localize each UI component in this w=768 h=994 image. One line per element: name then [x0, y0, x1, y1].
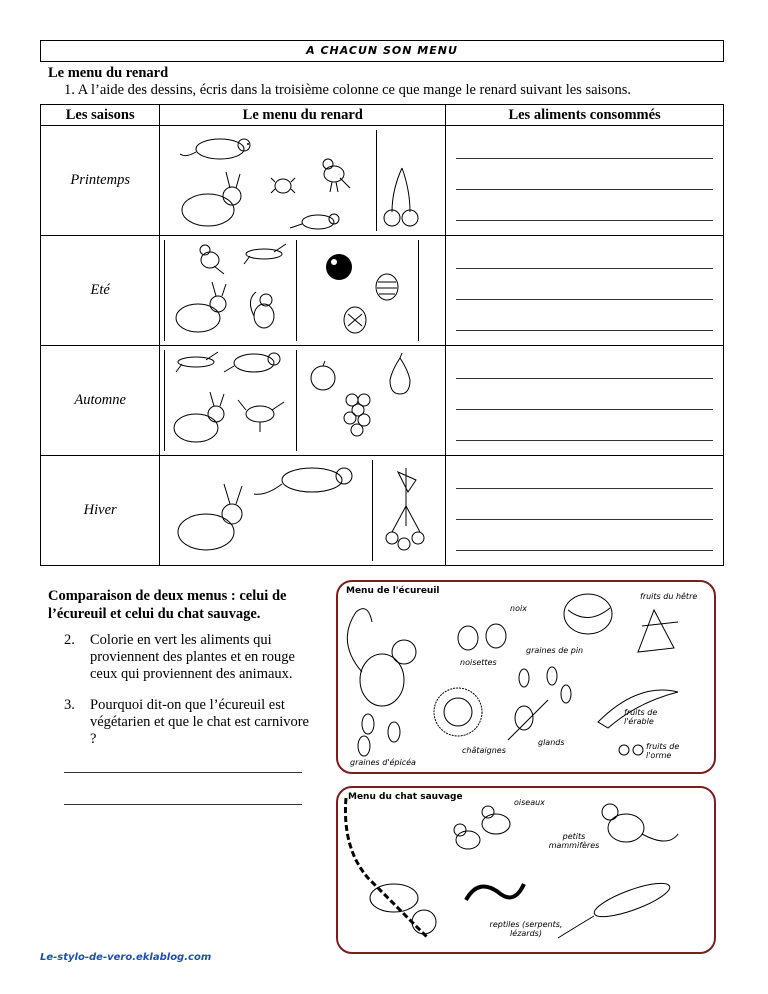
elm-seed-icon: [619, 745, 643, 755]
hazelnut-icon: [458, 624, 506, 650]
rabbit-icon: [174, 170, 254, 230]
season-summer: Eté: [41, 236, 160, 346]
autumn-drawings: [160, 346, 446, 456]
spruce-seed-icon: [358, 714, 400, 756]
chestnut-icon: [434, 688, 482, 736]
question-1: [64, 82, 631, 99]
blackberry-icon: [322, 250, 356, 284]
fox-menu-table: [40, 104, 724, 566]
rabbit-icon: [170, 482, 254, 556]
cherries-icon: [382, 166, 422, 230]
table-row: [41, 126, 724, 236]
question-2-text: Colorie en vert les aliments qui proviennent des plantes et en rouge ceux qui proviennent des animaux.: [90, 632, 295, 682]
header-fox-menu: Le menu du renard: [160, 105, 446, 126]
label-pin: graines de pin: [526, 646, 584, 655]
rat-icon: [252, 462, 362, 502]
answer-line[interactable]: [64, 804, 302, 805]
worksheet-title: A CHACUN SON MENU: [40, 40, 724, 62]
label-oiseaux: oiseaux: [514, 798, 545, 807]
autumn-answer-lines[interactable]: [446, 346, 724, 456]
grasshopper-icon: [172, 350, 222, 374]
header-foods: Les aliments consommés: [446, 105, 724, 126]
label-chataignes: châtaignes: [462, 746, 506, 755]
pear-icon: [384, 352, 416, 396]
squirrel-menu-frame: [336, 580, 716, 774]
label-noix: noix: [510, 604, 527, 613]
question-3: [64, 697, 314, 748]
winter-berries-icon: [378, 466, 434, 558]
wildcat-menu-frame: [336, 786, 716, 954]
walnut-icon: [564, 594, 612, 634]
fox-menu-heading: Le menu du renard: [48, 65, 169, 81]
rabbit-icon: [170, 280, 234, 336]
summer-answer-lines[interactable]: [446, 236, 724, 346]
bird-icon: [236, 396, 286, 434]
summer-drawings: [160, 236, 446, 346]
wildcat-icon: [345, 798, 436, 938]
season-winter: Hiver: [41, 456, 160, 566]
berry-icon: [340, 302, 370, 336]
small-rodent-icon: [288, 210, 348, 232]
season-spring: Printemps: [41, 126, 160, 236]
wildcat-menu-drawings: [338, 788, 714, 952]
rabbit-icon: [168, 390, 232, 446]
squirrel-icon: [246, 286, 286, 332]
answer-line[interactable]: [64, 772, 302, 773]
acorn-icon: [508, 700, 548, 740]
maple-seed-icon: [598, 690, 678, 728]
winter-answer-lines[interactable]: [446, 456, 724, 566]
bird-icon: [196, 240, 226, 278]
mouse-icon: [222, 348, 292, 378]
squirrel-menu-title: Menu de l'écureuil: [346, 586, 440, 596]
bird-icon: [318, 154, 352, 194]
beetle-icon: [270, 174, 296, 196]
question-3-number: 3.: [64, 697, 75, 713]
mouse-icon: [178, 132, 268, 166]
label-hetre: fruits du hêtre: [640, 592, 698, 601]
label-orme: fruits de l'orme: [646, 742, 680, 760]
label-noisettes: noisettes: [460, 658, 497, 667]
season-autumn: Automne: [41, 346, 160, 456]
table-row: [41, 236, 724, 346]
birds-icon: [454, 806, 510, 849]
squirrel-icon: [347, 609, 416, 706]
label-epicea: graines d'épicéa: [350, 758, 416, 767]
label-erable: fruits de l'érable: [624, 708, 658, 726]
apple-icon: [308, 360, 338, 392]
label-reptiles: reptiles (serpents, lézards): [489, 920, 563, 938]
raspberry-icon: [372, 270, 402, 302]
question-1-text: A l’aide des dessins, écris dans la troisième colonne ce que mange le renard suivant les saisons.: [77, 82, 631, 98]
label-mammiferes: petits mammifères: [548, 832, 600, 850]
beechnut-icon: [638, 610, 678, 652]
footer-credit: Le-stylo-de-vero.eklablog.com: [40, 952, 212, 963]
spring-drawings: [160, 126, 446, 236]
squirrel-menu-drawings: [338, 582, 714, 772]
spring-answer-lines[interactable]: [446, 126, 724, 236]
mouse-icon: [602, 804, 678, 842]
question-2-number: 2.: [64, 632, 75, 648]
question-2: [64, 632, 314, 683]
grasshopper-icon: [240, 242, 290, 266]
question-1-number: 1.: [64, 82, 75, 98]
table-row: [41, 346, 724, 456]
grapes-icon: [340, 388, 380, 442]
lizard-icon: [558, 877, 673, 938]
wildcat-menu-title: Menu du chat sauvage: [348, 792, 463, 802]
snake-icon: [466, 884, 524, 900]
pine-seed-icon: [519, 667, 571, 703]
comparison-heading: Comparaison de deux menus : celui de l’écureuil et celui du chat sauvage.: [48, 588, 287, 622]
table-row: [41, 456, 724, 566]
winter-drawings: [160, 456, 446, 566]
question-3-text: Pourquoi dit-on que l’écureuil est végétarien et que le chat est carnivore ?: [90, 697, 309, 747]
label-glands: glands: [538, 738, 565, 747]
header-seasons: Les saisons: [41, 105, 160, 126]
